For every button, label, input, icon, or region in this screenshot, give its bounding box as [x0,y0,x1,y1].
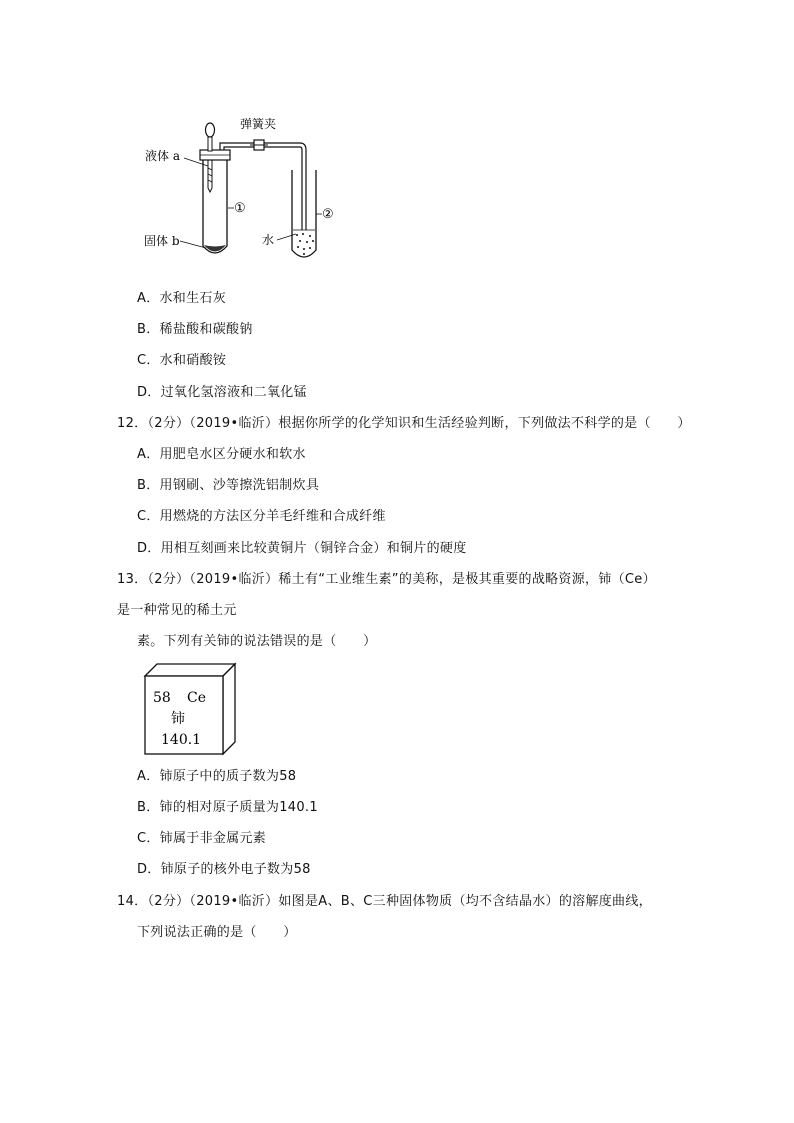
q11-option-c: C．水和硝酸铵 [137,353,227,368]
q11-option-b: B．稀盐酸和碳酸钠 [137,322,253,337]
q12-option-c: C．用燃烧的方法区分羊毛纤维和合成纤维 [137,509,386,524]
label-water: 水 [262,233,275,247]
element-atomic-mass: 140.1 [161,732,202,748]
test-tube-1 [203,160,227,253]
dropper-bulb [206,123,215,137]
label-tube-1: ① [234,201,246,216]
label-tube-2: ② [322,207,334,222]
q13-option-b: B．铈的相对原子质量为140.1 [137,800,318,815]
q12-option-d: D．用相互刻画来比较黄铜片（铜锌合金）和铜片的硬度 [137,541,467,556]
apparatus-figure [140,108,340,270]
q11-option-d: D．过氧化氢溶液和二氧化锰 [137,385,307,400]
element-symbol: Ce [187,690,206,706]
q13-option-d: D．铈原子的核外电子数为58 [137,862,311,877]
q13-option-c: C．铈属于非金属元素 [137,831,267,846]
q11-option-a: A．水和生石灰 [137,291,226,306]
q12-option-b: B．用钢刷、沙等擦洗铝制炊具 [137,478,320,493]
label-solid-b: 固体 b [144,234,180,248]
element-atomic-number: 58 [153,690,171,706]
q13-stem-line2: 是一种常见的稀土元 [117,603,237,618]
q13-stem-line3: 素。下列有关铈的说法错误的是（ ） [137,634,377,649]
element-name: 铈 [171,711,185,727]
label-spring-clip: 弹簧夹 [240,117,277,131]
q13-option-a: A．铈原子中的质子数为58 [137,769,297,784]
q14-stem-line2: 下列说法正确的是（ ） [137,925,297,940]
q13-stem-line1: 13．（2分）（2019•临沂）稀土有“工业维生素”的美称，是极其重要的战略资源，铈（Ce） [117,572,656,587]
water [293,230,315,255]
q12-option-a: A．用肥皂水区分硬水和软水 [137,447,306,462]
q12-stem: 12．（2分）（2019•临沂）根据你所学的化学知识和生活经验判断，下列做法不科学的是（ ） [117,416,691,431]
q14-stem-line1: 14．（2分）（2019•临沂）如图是A、B、C三种固体物质（均不含结晶水）的溶解度曲线， [117,894,652,909]
label-liquid-a: 液体 a [145,149,180,163]
element-card [143,662,238,756]
